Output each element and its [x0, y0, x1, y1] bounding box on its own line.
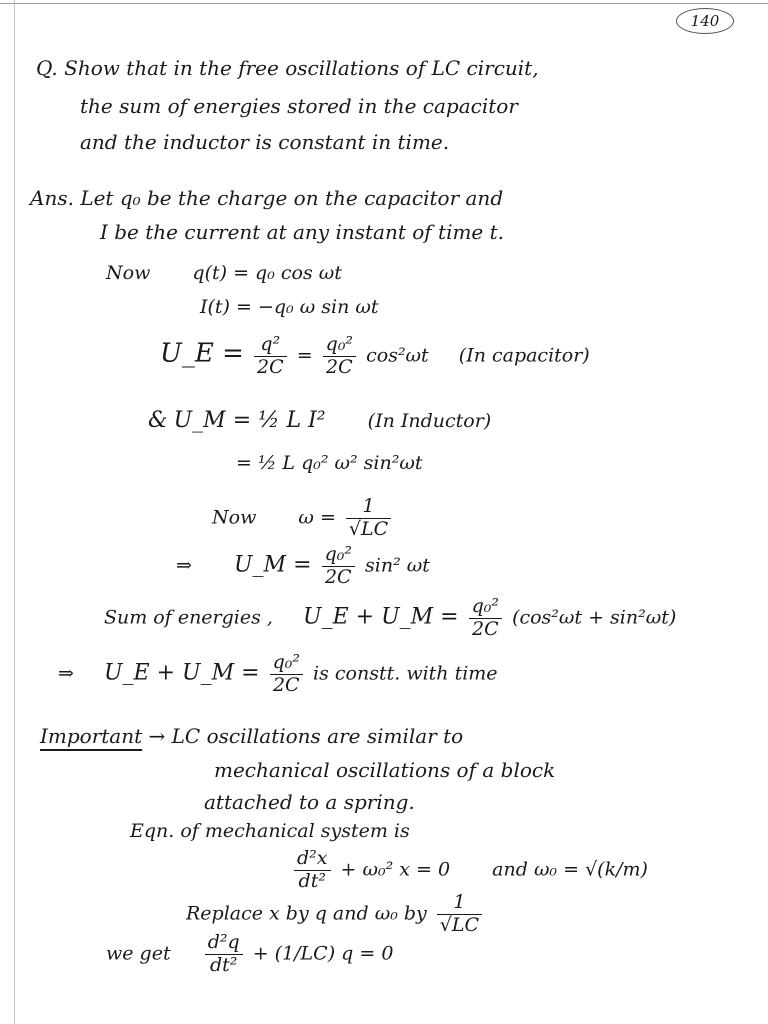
ue-fraction-1: [254, 334, 287, 379]
question-line-1: [36, 56, 539, 80]
um-prefix: &: [148, 408, 168, 433]
sum-fraction: [469, 596, 502, 641]
now-label: Now: [106, 262, 151, 284]
ue-frac2-num: q₀²: [323, 334, 356, 357]
current-equation: I(t) = −q₀ ω sin ωt: [200, 296, 379, 318]
omega-lhs: ω =: [298, 506, 336, 529]
we-get-label: we get: [106, 942, 171, 965]
ue-equation: [160, 334, 590, 379]
question-text-1: Show that in the free oscillations of LC circuit,: [64, 56, 539, 80]
um-result-tail: sin² ωt: [365, 554, 430, 577]
sum-energies-row: [104, 596, 676, 641]
answer-line-1: [30, 186, 503, 210]
replace-fraction: [437, 892, 482, 937]
um-result-lhs: U_M =: [234, 552, 312, 578]
diff-tail: + ω₀² x = 0: [340, 858, 451, 881]
sum-num: q₀²: [469, 596, 502, 619]
final-equation-row: [106, 932, 393, 977]
ue-frac1-num: q²: [254, 334, 287, 357]
um-result-den: 2C: [324, 565, 352, 588]
replace-den: √LC: [439, 913, 480, 936]
important-line-3: attached to a spring.: [204, 790, 415, 814]
sum-tail: (cos²ωt + sin²ωt): [512, 606, 677, 629]
um-lhs: U_M = ½ L I²: [173, 408, 326, 433]
um-result-fraction: [322, 544, 355, 589]
omega-num: 1: [346, 496, 391, 519]
result-fraction: [270, 652, 303, 697]
omega-den: √LC: [348, 517, 389, 540]
answer-text-1: Let q₀ be the charge on the capacitor and: [80, 186, 504, 210]
um-result-num: q₀²: [322, 544, 355, 567]
result-lhs: U_E + U_M =: [104, 660, 260, 686]
ue-note: (In capacitor): [458, 344, 590, 367]
sum-label: Sum of energies ,: [104, 606, 273, 629]
ue-fraction-2: [323, 334, 356, 379]
mechanical-equation: [290, 848, 648, 893]
ue-equals: =: [296, 344, 313, 367]
important-line-2: mechanical oscillations of a block: [214, 758, 556, 782]
um-equation-line-2: = ½ L q₀² ω² sin²ωt: [236, 452, 423, 474]
um-note: (In Inductor): [367, 410, 492, 432]
ue-tail: cos²ωt: [366, 344, 429, 367]
result-den: 2C: [272, 673, 300, 696]
final-num: d²q: [205, 932, 243, 955]
result-arrow: ⇒: [58, 662, 74, 685]
page-top-edge: [0, 3, 768, 4]
ue-frac2-den: 2C: [326, 355, 353, 378]
final-tail: + (1/LC) q = 0: [252, 942, 394, 965]
omega-now-label: Now: [212, 506, 257, 529]
final-fraction: [205, 932, 243, 977]
important-arrow: →: [148, 724, 166, 748]
question-line-2: the sum of energies stored in the capacitor: [80, 94, 518, 118]
sum-result-row: [58, 652, 498, 697]
w0-expression: √(k/m): [585, 858, 648, 881]
charge-equation: q(t) = q₀ cos ωt: [192, 262, 342, 284]
omega-equation: [212, 496, 395, 541]
diff-den: dt²: [298, 869, 326, 892]
diff-num: d²x: [294, 848, 331, 871]
page-left-margin: [14, 0, 15, 1024]
charge-equation-row: [106, 262, 342, 284]
final-den: dt²: [209, 953, 238, 976]
important-text-1: LC oscillations are similar to: [171, 724, 464, 748]
um-result: [176, 544, 430, 589]
result-num: q₀²: [270, 652, 303, 675]
um-result-arrow: ⇒: [176, 554, 192, 577]
eqn-label-row: Eqn. of mechanical system is: [130, 820, 410, 842]
replace-text: Replace x by q and ω₀ by: [186, 902, 427, 925]
diff-fraction: [294, 848, 331, 893]
ue-frac1-den: 2C: [257, 355, 284, 378]
omega-fraction: [346, 496, 391, 541]
important-label: Important: [40, 724, 143, 748]
replace-num: 1: [437, 892, 482, 915]
sum-den: 2C: [471, 617, 499, 640]
um-equation: [148, 408, 491, 433]
replace-row: [186, 892, 486, 937]
ue-lhs: U_E =: [160, 338, 244, 369]
sum-lhs: U_E + U_M =: [303, 604, 459, 630]
question-label: Q.: [36, 56, 58, 80]
question-line-3: and the inductor is constant in time.: [80, 130, 450, 154]
page-number: 140: [676, 8, 734, 34]
answer-line-2: I be the current at any instant of time t.: [100, 220, 505, 244]
result-tail: is constt. with time: [313, 662, 498, 685]
important-line-1: [40, 724, 463, 748]
w0-label: and ω₀ =: [492, 858, 580, 881]
answer-label: Ans.: [30, 186, 74, 210]
